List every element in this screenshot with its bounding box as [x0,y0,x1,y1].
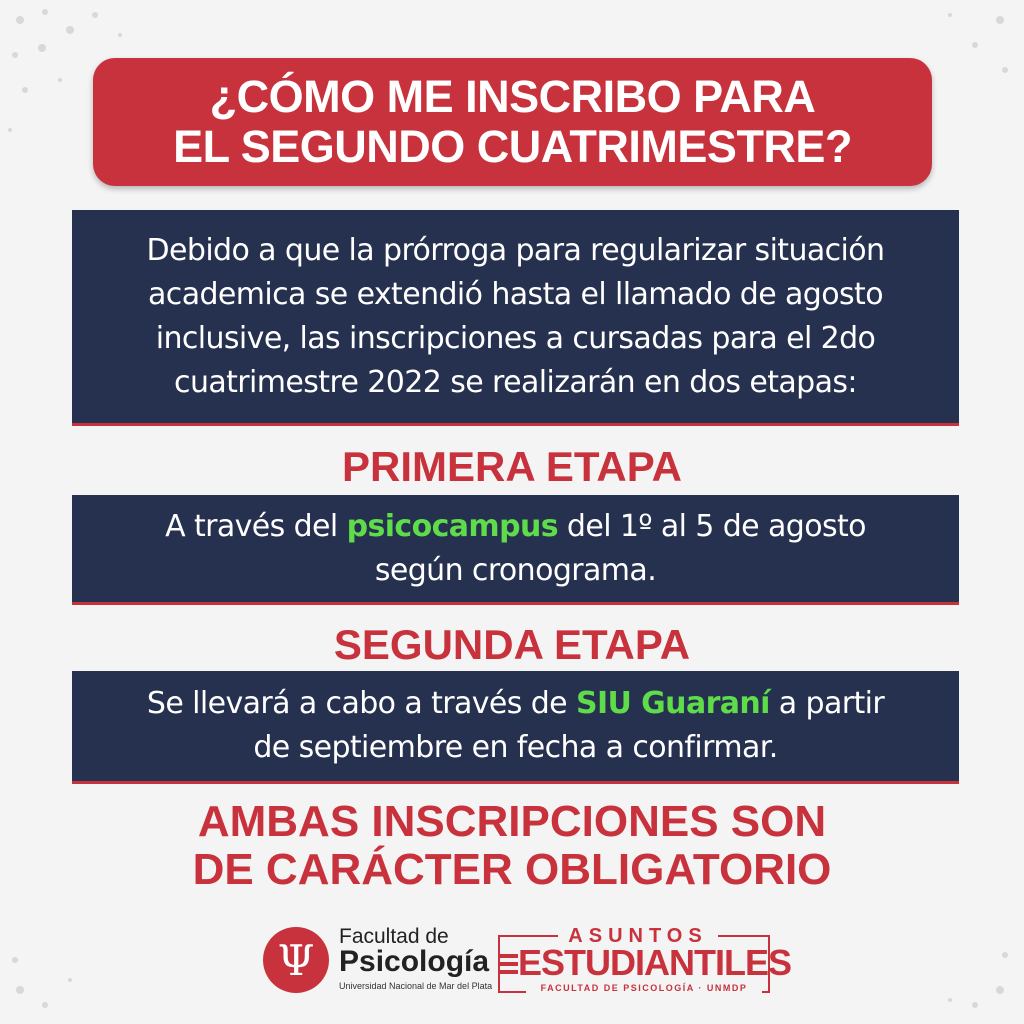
student-affairs-middle: ESTUDIANTILES [518,942,792,983]
stage2-panel [72,671,959,784]
title-banner [93,58,932,186]
stage2-heading: SEGUNDA ETAPA [333,621,691,668]
stage1-heading: PRIMERA ETAPA [342,443,682,490]
faculty-logo-line-2: Psicología [339,945,490,978]
stage1-line-2: según cronograma. [374,552,657,588]
title-line-2: EL SEGUNDO CUATRIMESTRE? [173,121,852,172]
stage1-post-text: del 1º al 5 de agosto [557,508,866,544]
intro-line-2: academica se extendió hasta el llamado de agosto [148,276,883,312]
student-affairs-top: ASUNTOS [558,925,718,948]
faculty-logo [263,925,503,997]
stage2-line-2: de septiembre en fecha a confirmar. [253,730,778,765]
closing-line-1: AMBAS INSCRIPCIONES SON [197,797,827,846]
stage2-line-1 [147,682,884,726]
psicocampus-highlight: psicocampus [346,508,558,544]
title-line-1: ¿CÓMO ME INSCRIBO PARA [209,71,816,122]
psi-icon: Ψ [263,927,329,993]
faculty-logo-line-1: Facultad de [339,925,449,948]
stage1-line-1 [165,505,866,549]
stage1-pre-text: A través del [165,508,347,544]
siu-guarani-highlight: SIU Guaraní [575,686,770,721]
closing-line-2: DE CARÁCTER OBLIGATORIO [192,845,832,894]
intro-panel [72,210,959,426]
intro-line-3: inclusive, las inscripciones a cursadas para el 2do [155,320,876,356]
closing-notice [0,798,1024,894]
stage2-pre-text: Se llevará a cabo a través de [146,686,576,721]
intro-line-4: cuatrimestre 2022 se realizarán en dos etapas: [174,364,857,400]
stripes-icon [498,951,520,979]
stage1-panel [72,495,959,605]
intro-line-1: Debido a que la prórroga para regularizar situación [146,232,885,268]
faculty-logo-line-3: Universidad Nacional de Mar del Plata [339,981,493,991]
student-affairs-bottom: FACULTAD DE PSICOLOGÍA · UNMDP [526,983,762,993]
student-affairs-logo [498,925,792,995]
stage2-post-text: a partir [769,686,885,721]
